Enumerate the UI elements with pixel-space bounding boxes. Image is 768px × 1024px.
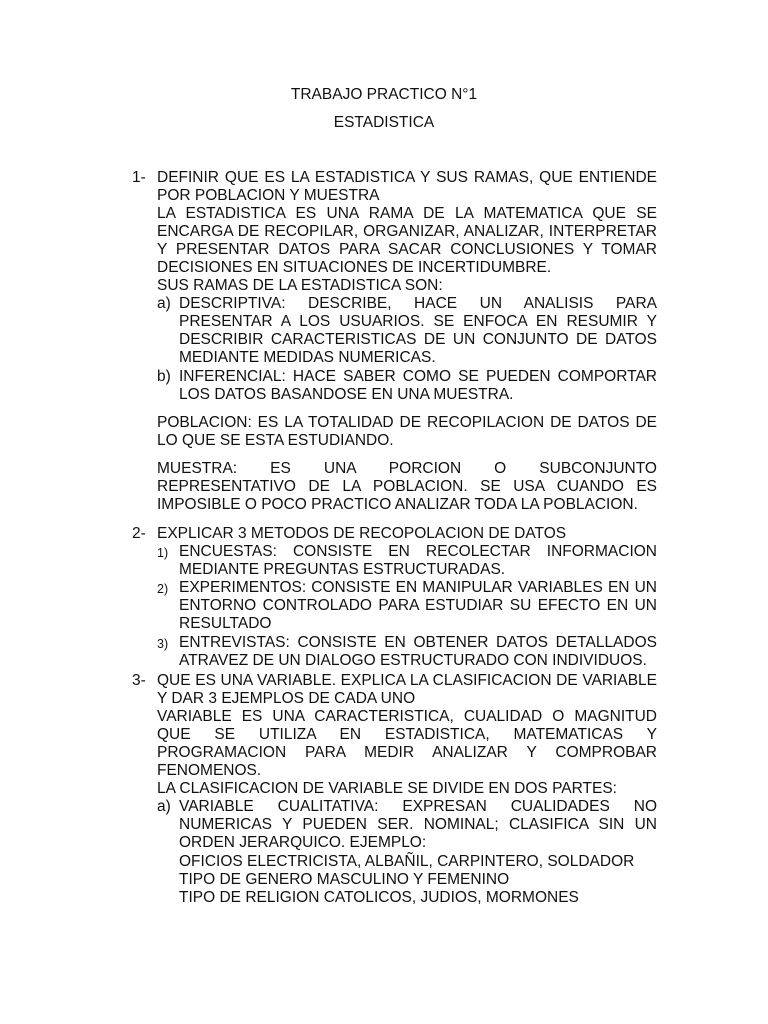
question-3-text: Y DAR 3 EJEMPLOS DE CADA UNO <box>157 690 416 707</box>
list-marker: a) <box>157 295 171 312</box>
list-item-text: MEDIANTE MEDIDAS NUMERICAS. <box>179 349 436 366</box>
list-item-text: INFERENCIAL: HACE SABER COMO SE PUEDEN COMPORTAR <box>179 368 657 385</box>
answer-text: ENCARGA DE RECOPILAR, ORGANIZAR, ANALIZAR, INTERPRETAR <box>157 223 657 240</box>
list-item-text: MEDIANTE PREGUNTAS ESTRUCTURADAS. <box>179 561 506 578</box>
answer-text: MUESTRA: ES UNA PORCION O SUBCONJUNTO <box>157 460 657 477</box>
answer-text: Y PRESENTAR DATOS PARA SACAR CONCLUSIONES Y TOMAR <box>157 241 657 258</box>
list-marker: a) <box>157 798 171 815</box>
list-item-text: ENCUESTAS: CONSISTE EN RECOLECTAR INFORMACION <box>179 543 657 560</box>
answer-text: QUE SE UTILIZA EN ESTADISTICA, MATEMATICAS Y <box>157 726 657 743</box>
answer-text: LO QUE SE ESTA ESTUDIANDO. <box>157 432 394 449</box>
list-item-text: TIPO DE GENERO MASCULINO Y FEMENINO <box>179 871 510 888</box>
list-item-text: VARIABLE CUALITATIVA: EXPRESAN CUALIDADES NO <box>179 798 657 815</box>
list-marker: 3) <box>157 637 169 651</box>
list-item-text: PRESENTAR A LOS USUARIOS. SE ENFOCA EN RESUMIR Y <box>179 313 657 330</box>
answer-text: LA CLASIFICACION DE VARIABLE SE DIVIDE EN DOS PARTES: <box>157 780 617 797</box>
question-3-number: 3- <box>132 672 146 689</box>
list-item-text: ENTREVISTAS: CONSISTE EN OBTENER DATOS DETALLADOS <box>179 634 657 651</box>
answer-text: VARIABLE ES UNA CARACTERISTICA, CUALIDAD O MAGNITUD <box>157 708 657 725</box>
list-item-text: DESCRIBIR CARACTERISTICAS DE UN CONJUNTO DE DATOS <box>179 331 657 348</box>
question-1-text: DEFINIR QUE ES LA ESTADISTICA Y SUS RAMAS, QUE ENTIENDE <box>157 169 657 186</box>
list-item-text: OFICIOS ELECTRICISTA, ALBAÑIL, CARPINTERO, SOLDADOR <box>179 853 635 870</box>
answer-text: PROGRAMACION PARA MEDIR ANALIZAR Y COMPROBAR <box>157 744 657 761</box>
answer-text: DECISIONES EN SITUACIONES DE INCERTIDUMBRE. <box>157 259 552 276</box>
list-item-text: DESCRIPTIVA: DESCRIBE, HACE UN ANALISIS PARA <box>179 295 657 312</box>
answer-text: LA ESTADISTICA ES UNA RAMA DE LA MATEMATICA QUE SE <box>157 205 657 222</box>
list-marker: 2) <box>157 582 169 596</box>
document-title: TRABAJO PRACTICO N°1 <box>290 86 478 103</box>
question-1-number: 1- <box>132 169 146 186</box>
answer-text: FENOMENOS. <box>157 762 262 779</box>
list-item-text: TIPO DE RELIGION CATOLICOS, JUDIOS, MORMONES <box>179 889 579 906</box>
answer-text: REPRESENTATIVO DE LA POBLACION. SE USA CUANDO ES <box>157 478 657 495</box>
list-marker: 1) <box>157 546 169 560</box>
list-item-text: RESULTADO <box>179 615 272 632</box>
list-item-text: ENTORNO CONTROLADO PARA ESTUDIAR SU EFECTO EN UN <box>179 597 657 614</box>
question-3-text: QUE ES UNA VARIABLE. EXPLICA LA CLASIFICACION DE VARIABLE <box>157 672 657 689</box>
question-2-number: 2- <box>132 525 146 542</box>
list-item-text: ORDEN JERARQUICO. EJEMPLO: <box>179 834 427 851</box>
list-item-text: NUMERICAS Y PUEDEN SER. NOMINAL; CLASIFICA SIN UN <box>179 816 657 833</box>
list-marker: b) <box>157 368 171 385</box>
answer-text: POBLACION: ES LA TOTALIDAD DE RECOPILACION DE DATOS DE <box>157 414 657 431</box>
list-item-text: ATRAVEZ DE UN DIALOGO ESTRUCTURADO CON INDIVIDUOS. <box>179 652 647 669</box>
answer-text: SUS RAMAS DE LA ESTADISTICA SON: <box>157 277 443 294</box>
answer-text: IMPOSIBLE O POCO PRACTICO ANALIZAR TODA LA POBLACION. <box>157 496 638 513</box>
question-2-text: EXPLICAR 3 METODOS DE RECOPOLACION DE DATOS <box>157 525 567 542</box>
list-item-text: LOS DATOS BASANDOSE EN UNA MUESTRA. <box>179 386 514 403</box>
question-1-text: POR POBLACION Y MUESTRA <box>157 187 380 204</box>
list-item-text: EXPERIMENTOS: CONSISTE EN MANIPULAR VARIABLES EN UN <box>179 579 657 596</box>
document-subtitle: ESTADISTICA <box>333 114 435 131</box>
